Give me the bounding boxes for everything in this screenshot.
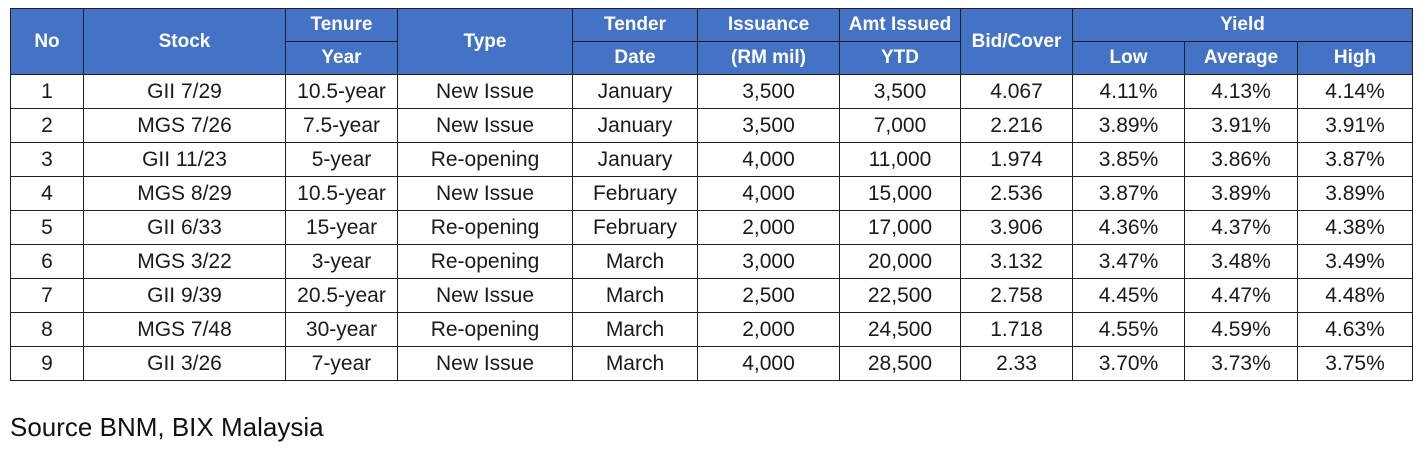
cell-low: 3.85%	[1073, 143, 1185, 177]
header-issuance-unit: (RM mil)	[698, 42, 840, 75]
cell-ytd: 28,500	[840, 347, 961, 381]
cell-date: February	[573, 211, 698, 245]
cell-bid-cover: 2.216	[961, 109, 1073, 143]
cell-no: 9	[11, 347, 84, 381]
cell-bid-cover: 1.974	[961, 143, 1073, 177]
header-yield-low: Low	[1073, 42, 1185, 75]
cell-bid-cover: 4.067	[961, 75, 1073, 109]
cell-ytd: 11,000	[840, 143, 961, 177]
cell-tenure: 10.5-year	[286, 177, 398, 211]
cell-type: Re-opening	[398, 143, 573, 177]
cell-no: 1	[11, 75, 84, 109]
cell-average: 3.86%	[1185, 143, 1298, 177]
cell-tenure: 30-year	[286, 313, 398, 347]
table-body	[11, 75, 1413, 381]
header-amt-ytd: YTD	[840, 42, 961, 75]
header-issuance: Issuance	[698, 9, 840, 42]
header-bid-cover: Bid/Cover	[961, 9, 1073, 75]
cell-type: Re-opening	[398, 313, 573, 347]
cell-ytd: 20,000	[840, 245, 961, 279]
cell-low: 4.11%	[1073, 75, 1185, 109]
cell-bid-cover: 2.758	[961, 279, 1073, 313]
cell-average: 4.47%	[1185, 279, 1298, 313]
cell-ytd: 15,000	[840, 177, 961, 211]
cell-tenure: 10.5-year	[286, 75, 398, 109]
cell-bid-cover: 3.906	[961, 211, 1073, 245]
cell-type: New Issue	[398, 109, 573, 143]
cell-no: 2	[11, 109, 84, 143]
cell-date: February	[573, 177, 698, 211]
cell-stock: MGS 7/48	[84, 313, 286, 347]
cell-high: 3.89%	[1298, 177, 1413, 211]
cell-high: 4.48%	[1298, 279, 1413, 313]
header-yield-average: Average	[1185, 42, 1298, 75]
cell-low: 3.89%	[1073, 109, 1185, 143]
table-row	[11, 143, 1413, 177]
header-amt-issued: Amt Issued	[840, 9, 961, 42]
cell-bid-cover: 2.536	[961, 177, 1073, 211]
cell-high: 4.14%	[1298, 75, 1413, 109]
cell-issuance: 2,500	[698, 279, 840, 313]
header-row-top	[11, 9, 1413, 42]
cell-average: 4.37%	[1185, 211, 1298, 245]
header-tenure-year: Year	[286, 42, 398, 75]
cell-stock: MGS 7/26	[84, 109, 286, 143]
header-yield-high: High	[1298, 42, 1413, 75]
cell-tenure: 15-year	[286, 211, 398, 245]
header-type: Type	[398, 9, 573, 75]
table-row	[11, 313, 1413, 347]
cell-low: 4.45%	[1073, 279, 1185, 313]
header-yield: Yield	[1073, 9, 1413, 42]
cell-tenure: 3-year	[286, 245, 398, 279]
table-row	[11, 245, 1413, 279]
cell-issuance: 3,500	[698, 109, 840, 143]
cell-issuance: 3,500	[698, 75, 840, 109]
cell-no: 5	[11, 211, 84, 245]
cell-high: 3.75%	[1298, 347, 1413, 381]
cell-issuance: 4,000	[698, 177, 840, 211]
table-row	[11, 279, 1413, 313]
cell-stock: GII 9/39	[84, 279, 286, 313]
cell-date: March	[573, 313, 698, 347]
cell-low: 4.55%	[1073, 313, 1185, 347]
cell-ytd: 7,000	[840, 109, 961, 143]
table-row	[11, 347, 1413, 381]
table-row	[11, 211, 1413, 245]
cell-issuance: 2,000	[698, 313, 840, 347]
cell-ytd: 3,500	[840, 75, 961, 109]
cell-average: 3.89%	[1185, 177, 1298, 211]
cell-stock: GII 7/29	[84, 75, 286, 109]
cell-no: 7	[11, 279, 84, 313]
cell-date: March	[573, 279, 698, 313]
source-note: Source BNM, BIX Malaysia	[10, 412, 324, 442]
cell-no: 4	[11, 177, 84, 211]
cell-stock: MGS 3/22	[84, 245, 286, 279]
cell-no: 8	[11, 313, 84, 347]
cell-bid-cover: 3.132	[961, 245, 1073, 279]
cell-date: January	[573, 143, 698, 177]
cell-average: 3.73%	[1185, 347, 1298, 381]
cell-average: 4.59%	[1185, 313, 1298, 347]
cell-high: 3.91%	[1298, 109, 1413, 143]
cell-date: January	[573, 75, 698, 109]
cell-type: New Issue	[398, 347, 573, 381]
cell-tenure: 7.5-year	[286, 109, 398, 143]
cell-tenure: 20.5-year	[286, 279, 398, 313]
cell-tenure: 5-year	[286, 143, 398, 177]
cell-high: 3.49%	[1298, 245, 1413, 279]
cell-high: 3.87%	[1298, 143, 1413, 177]
cell-type: Re-opening	[398, 211, 573, 245]
header-tender-date: Date	[573, 42, 698, 75]
cell-type: Re-opening	[398, 245, 573, 279]
cell-no: 6	[11, 245, 84, 279]
table-row	[11, 177, 1413, 211]
cell-stock: MGS 8/29	[84, 177, 286, 211]
cell-ytd: 22,500	[840, 279, 961, 313]
cell-type: New Issue	[398, 177, 573, 211]
cell-issuance: 2,000	[698, 211, 840, 245]
cell-date: March	[573, 245, 698, 279]
table-row	[11, 109, 1413, 143]
cell-no: 3	[11, 143, 84, 177]
cell-bid-cover: 1.718	[961, 313, 1073, 347]
header-no: No	[11, 9, 84, 75]
cell-low: 3.47%	[1073, 245, 1185, 279]
cell-high: 4.38%	[1298, 211, 1413, 245]
cell-issuance: 4,000	[698, 347, 840, 381]
cell-date: January	[573, 109, 698, 143]
cell-issuance: 3,000	[698, 245, 840, 279]
cell-low: 3.70%	[1073, 347, 1185, 381]
cell-average: 3.91%	[1185, 109, 1298, 143]
cell-type: New Issue	[398, 75, 573, 109]
cell-stock: GII 3/26	[84, 347, 286, 381]
table-row	[11, 75, 1413, 109]
cell-issuance: 4,000	[698, 143, 840, 177]
header-tenure: Tenure	[286, 9, 398, 42]
cell-low: 3.87%	[1073, 177, 1185, 211]
cell-type: New Issue	[398, 279, 573, 313]
cell-bid-cover: 2.33	[961, 347, 1073, 381]
header-tender: Tender	[573, 9, 698, 42]
cell-average: 4.13%	[1185, 75, 1298, 109]
auction-table	[10, 8, 1413, 381]
cell-tenure: 7-year	[286, 347, 398, 381]
cell-ytd: 17,000	[840, 211, 961, 245]
cell-stock: GII 11/23	[84, 143, 286, 177]
cell-low: 4.36%	[1073, 211, 1185, 245]
cell-average: 3.48%	[1185, 245, 1298, 279]
cell-date: March	[573, 347, 698, 381]
header-stock: Stock	[84, 9, 286, 75]
cell-ytd: 24,500	[840, 313, 961, 347]
cell-stock: GII 6/33	[84, 211, 286, 245]
cell-high: 4.63%	[1298, 313, 1413, 347]
